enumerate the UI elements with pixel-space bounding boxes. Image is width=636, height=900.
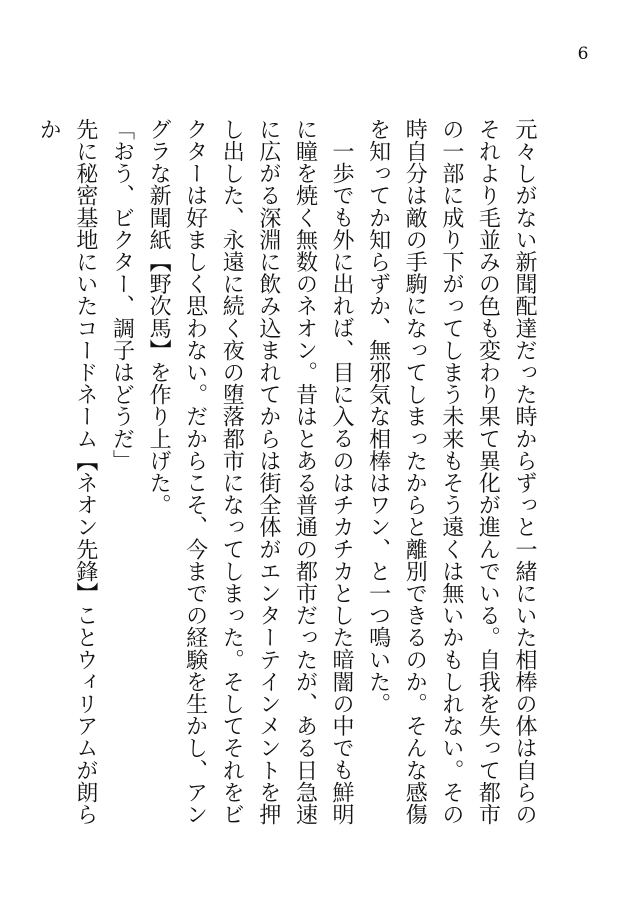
paragraph-1: 元々しがない新聞配達だった時からずっと一緒にいた相棒の体は自らのそれより毛並みの色も変わり果て異化が進んでいる。自我を失って都市の一部に成り下がってしまう未来もそう遠くは無いかもしれない。その時自分は敵の手駒になってしまったからと離別できるのか。そんな感傷を知ってか知らずか、無邪気な相棒はワン、と一つ鳴いた。	[365, 118, 537, 826]
paragraph-3: 先に秘密基地にいたコードネーム【ネオン先鋒】ことウィリアムが朗らか	[36, 118, 98, 826]
dialogue-line: 「おう、ビクター、調子はどうだ」	[109, 118, 135, 472]
paragraph-2: 一歩でも外に出れば、目に入るのはチカチカとした暗闇の中でも鮮明に瞳を焼く無数のネオン。昔はとある普通の都市だったが、ある日急速に広がる深淵に飲み込まれてからは街全体がエンターテインメントを押し出した、永遠に続く夜の堕落都市になってしまった。そしてそれをビクターは好ましく思わない。だからこそ、今までの経験を生かし、アングラな新聞紙【野次馬】を作り上げた。	[146, 118, 355, 826]
page-number: 6	[577, 44, 589, 64]
vertical-text-body	[36, 118, 542, 838]
